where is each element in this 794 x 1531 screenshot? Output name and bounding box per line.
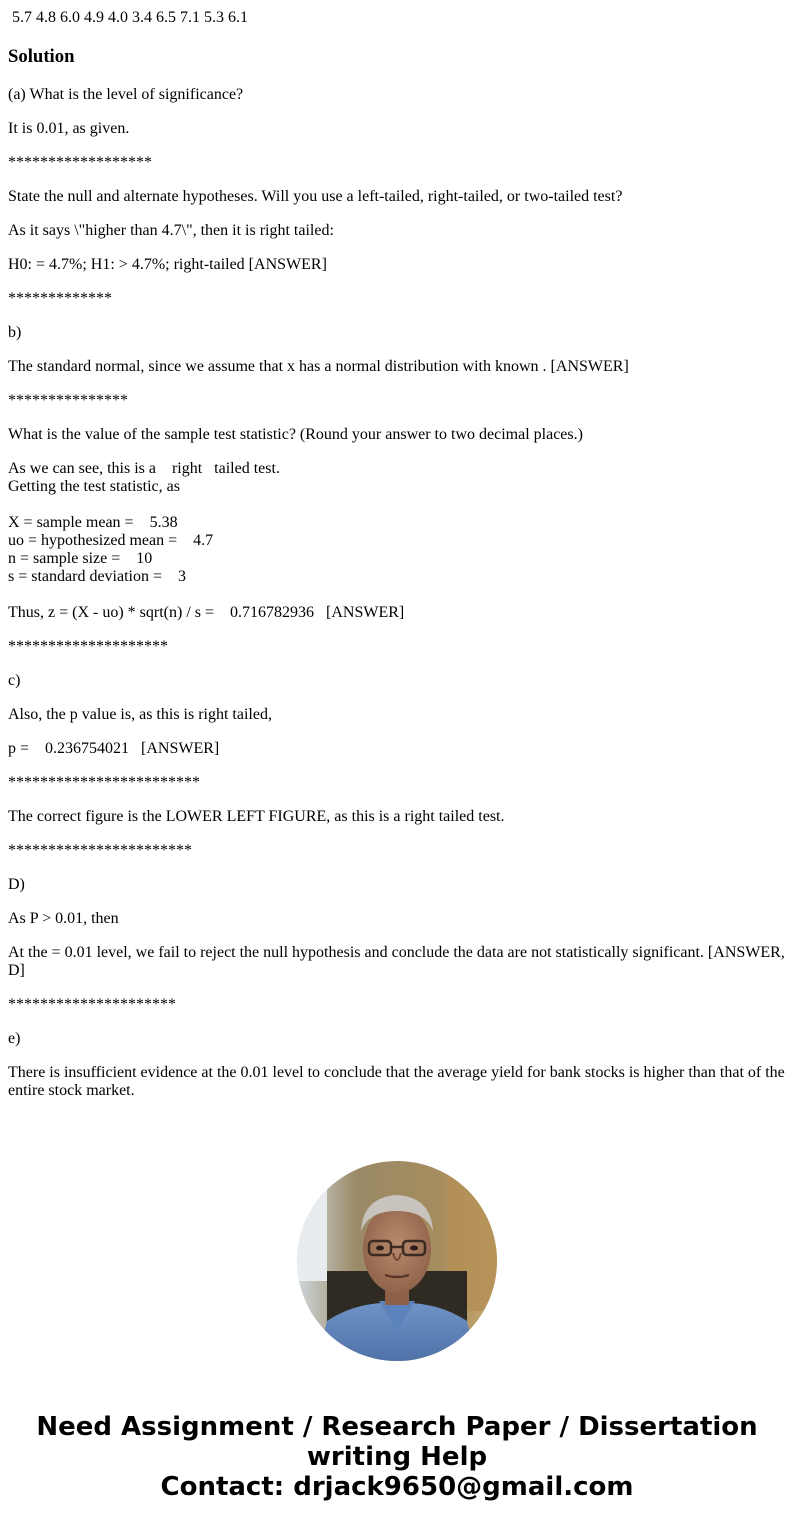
question-a-text: (a) What is the level of significance? xyxy=(8,86,244,103)
data-values-line: 5.7 4.8 6.0 4.9 4.0 3.4 6.5 7.1 5.3 6.1 xyxy=(8,9,248,26)
hypothesized-mean-line: uo = hypothesized mean = 4.7 xyxy=(8,532,214,549)
standard-deviation-line: s = standard deviation = 3 xyxy=(8,568,187,585)
part-b-label: b) xyxy=(8,324,22,341)
separator-line: ****************** xyxy=(8,154,152,171)
sample-size-line: n = sample size = 10 xyxy=(8,550,153,567)
footer-contact-email[interactable]: Contact: drjack9650@gmail.com xyxy=(160,1472,634,1502)
blank-line xyxy=(8,496,786,514)
tail-statement: As we can see, this is a right tailed test. xyxy=(8,460,280,477)
test-statistic-intro: Getting the test statistic, as xyxy=(8,478,180,495)
solution-document xyxy=(0,8,794,1100)
part-c-label: c) xyxy=(8,672,21,689)
part-e-label: e) xyxy=(8,1030,21,1047)
sample-mean-line: X = sample mean = 5.38 xyxy=(8,514,178,531)
separator-line: *************** xyxy=(8,392,128,409)
blank-line xyxy=(8,586,786,604)
footer-line-2: writing Help xyxy=(306,1442,488,1472)
footer-line-1: Need Assignment / Research Paper / Dissertation xyxy=(36,1412,758,1442)
answer-hypotheses-text: H0: = 4.7%; H1: > 4.7%; right-tailed [ANSWER] xyxy=(8,256,327,273)
separator-line: *********************** xyxy=(8,842,192,859)
answer-a-text: It is 0.01, as given. xyxy=(8,120,130,137)
avatar xyxy=(297,1161,497,1361)
conclusion-e-text: There is insufficient evidence at the 0.01 level to conclude that the average yield for bank stocks is higher than that of the entire stock market. xyxy=(8,1064,785,1099)
question-test-statistic-text: What is the value of the sample test statistic? (Round your answer to two decimal places.) xyxy=(8,426,583,443)
p-value-answer: p = 0.236754021 [ANSWER] xyxy=(8,740,220,757)
separator-line: ******************** xyxy=(8,638,168,655)
separator-line: ************************ xyxy=(8,774,200,791)
part-d-label: D) xyxy=(8,876,25,893)
question-hypotheses-text: State the null and alternate hypotheses. Will you use a left-tailed, right-tailed, or two-tailed test? xyxy=(8,188,623,205)
test-statistic-computation xyxy=(8,460,786,622)
z-statistic-line: Thus, z = (X - uo) * sqrt(n) / s = 0.716782936 [ANSWER] xyxy=(8,604,405,621)
separator-line: ************* xyxy=(8,290,112,307)
tutor-portrait-image xyxy=(297,1161,497,1361)
p-value-comparison: As P > 0.01, then xyxy=(8,910,119,927)
conclusion-d-text: At the = 0.01 level, we fail to reject the null hypothesis and conclude the data are not statistically significant. [ANSWER, D] xyxy=(8,944,785,979)
answer-hypotheses-reason: As it says \"higher than 4.7\", then it is right tailed: xyxy=(8,222,334,239)
contact-footer xyxy=(0,1412,794,1502)
figure-answer-text: The correct figure is the LOWER LEFT FIGURE, as this is a right tailed test. xyxy=(8,808,505,825)
separator-line: ********************* xyxy=(8,996,176,1013)
solution-heading: Solution xyxy=(8,46,75,67)
p-value-intro: Also, the p value is, as this is right tailed, xyxy=(8,706,272,723)
answer-b-text: The standard normal, since we assume that x has a normal distribution with known . [ANSWER] xyxy=(8,358,629,375)
